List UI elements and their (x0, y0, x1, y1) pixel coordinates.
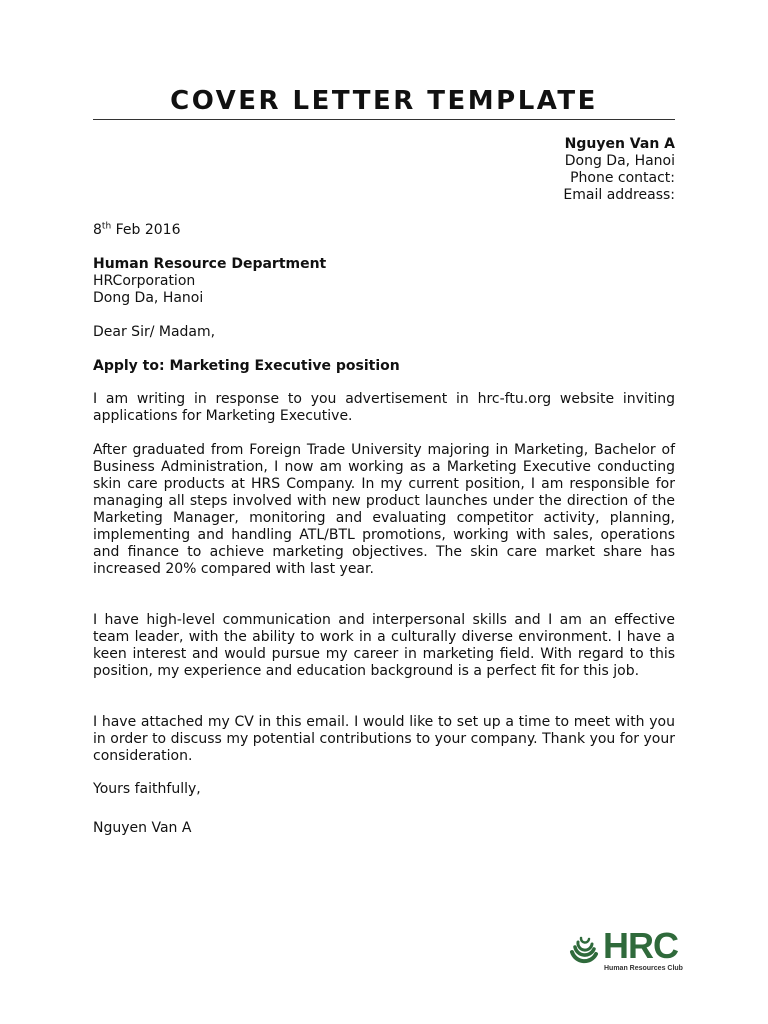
document-title: COVER LETTER TEMPLATE (170, 86, 598, 116)
paragraph-skills: I have high-level communication and interpersonal skills and I am an effective team leader, with the ability to work in a culturally diverse environment. I have a keen interest and would pursue my career in marketing field. With regard to this position, my experience and education background is a perfect fit for this job. (93, 612, 675, 679)
title-divider (93, 119, 675, 120)
sender-name: Nguyen Van A (564, 136, 675, 152)
date-rest: Feb 2016 (111, 222, 181, 238)
letter-date (93, 222, 675, 239)
recipient-block (93, 256, 675, 307)
sender-email: Email addreass: (563, 187, 675, 203)
sender-block (563, 136, 675, 204)
recipient-department: Human Resource Department (93, 256, 327, 272)
recipient-address: Dong Da, Hanoi (93, 290, 204, 306)
subject-line: Apply to: Marketing Executive position (93, 358, 400, 374)
date-suffix: th (101, 221, 112, 232)
logo-text: HRC (603, 925, 678, 966)
globe-icon (566, 930, 602, 966)
paragraph-experience: After graduated from Foreign Trade University majoring in Marketing, Bachelor of Business Administration, I now am working as a Marketing Executive conducting skin care products at HRS Company. In my current position, I am responsible for managing all steps involved with new product launches under the direction of the Marketing Manager, monitoring and evaluating competitor activity, planning, implementing and handling ATL/BTL promotions, working with sales, operations and finance to achieve marketing objectives. The skin care market share has increased 20% compared with last year. (93, 442, 675, 577)
salutation: Dear Sir/ Madam, (93, 324, 216, 340)
sender-phone: Phone contact: (570, 170, 675, 186)
date-day: 8 (93, 222, 102, 238)
complimentary-close: Yours faithfully, (93, 781, 201, 797)
logo-tagline: Human Resources Club (604, 965, 683, 972)
recipient-company: HRCorporation (93, 273, 196, 289)
hrc-logo (566, 925, 690, 976)
sender-address: Dong Da, Hanoi (564, 153, 675, 169)
signature-name: Nguyen Van A (93, 820, 192, 836)
paragraph-closing: I have attached my CV in this email. I would like to set up a time to meet with you in order to discuss my potential contributions to your company. Thank you for your consideration. (93, 714, 675, 764)
paragraph-intro: I am writing in response to you advertisement in hrc-ftu.org website inviting applications for Marketing Executive. (93, 391, 675, 424)
